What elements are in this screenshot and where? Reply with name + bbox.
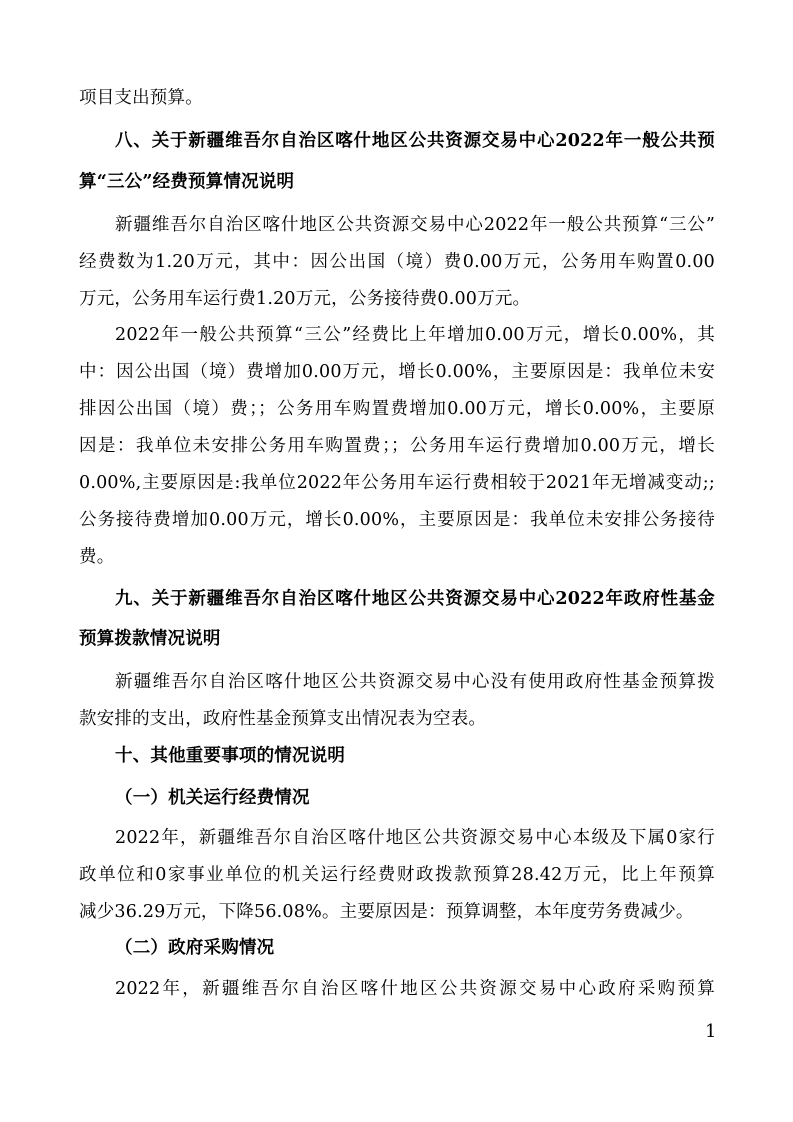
paragraph-line: 费。 [79, 547, 115, 567]
paragraph-line: 新疆维吾尔自治区喀什地区公共资源交易中心没有使用政府性基金预算拨 [115, 672, 715, 692]
paragraph-line: 政单位和0家事业单位的机关运行经费财政拨款预算28.42万元，比上年预算 [79, 865, 715, 885]
paragraph-line: 2022年，新疆维吾尔自治区喀什地区公共资源交易中心政府采购预算 [115, 979, 715, 999]
page-number: 1 [705, 1021, 717, 1042]
paragraph-line: 款安排的支出，政府性基金预算支出情况表为空表。 [79, 709, 487, 729]
paragraph-line: 万元，公务用车运行费1.20万元，公务接待费0.00万元。 [79, 289, 531, 309]
section-heading-8-line-1: 八、关于新疆维吾尔自治区喀什地区公共资源交易中心2022年一般公共预 [115, 131, 715, 151]
paragraph-line: 中：因公出国（境）费增加0.00万元，增长0.00%，主要原因是：我单位未安 [79, 362, 715, 382]
paragraph-line: 2022年，新疆维吾尔自治区喀什地区公共资源交易中心本级及下属0家行 [115, 828, 715, 848]
paragraph-line: 减少36.29万元，下降56.08%。主要原因是：预算调整，本年度劳务费减少。 [79, 902, 694, 922]
paragraph-line: 公务接待费增加0.00万元，增长0.00%，主要原因是：我单位未安排公务接待 [79, 510, 715, 530]
section-heading-10: 十、其他重要事项的情况说明 [115, 746, 346, 766]
subsection-heading-1: （一）机关运行经费情况 [115, 788, 310, 808]
paragraph-line: 2022年一般公共预算“三公”经费比上年增加0.00万元，增长0.00%，其 [115, 325, 715, 345]
paragraph-line: 新疆维吾尔自治区喀什地区公共资源交易中心2022年一般公共预算“三公” [115, 215, 715, 235]
paragraph-line: 因是：我单位未安排公务用车购置费；；公务用车运行费增加0.00万元，增长 [79, 436, 715, 456]
section-heading-9-line-1: 九、关于新疆维吾尔自治区喀什地区公共资源交易中心2022年政府性基金 [115, 589, 715, 609]
subsection-heading-2: （二）政府采购情况 [115, 938, 275, 958]
paragraph-line: 经费数为1.20万元，其中：因公出国（境）费0.00万元，公务用车购置0.00 [79, 252, 715, 272]
paragraph-line: 排因公出国（境）费；；公务用车购置费增加0.00万元，增长0.00%，主要原 [79, 399, 715, 419]
paragraph-line: 0.00%,主要原因是:我单位2022年公务用车运行费相较于2021年无增减变动;; [79, 473, 715, 493]
paragraph-continuation: 项目支出预算。 [79, 88, 203, 108]
section-heading-8-line-2: 算“三公”经费预算情况说明 [79, 172, 295, 192]
section-heading-9-line-2: 预算拨款情况说明 [79, 629, 221, 649]
